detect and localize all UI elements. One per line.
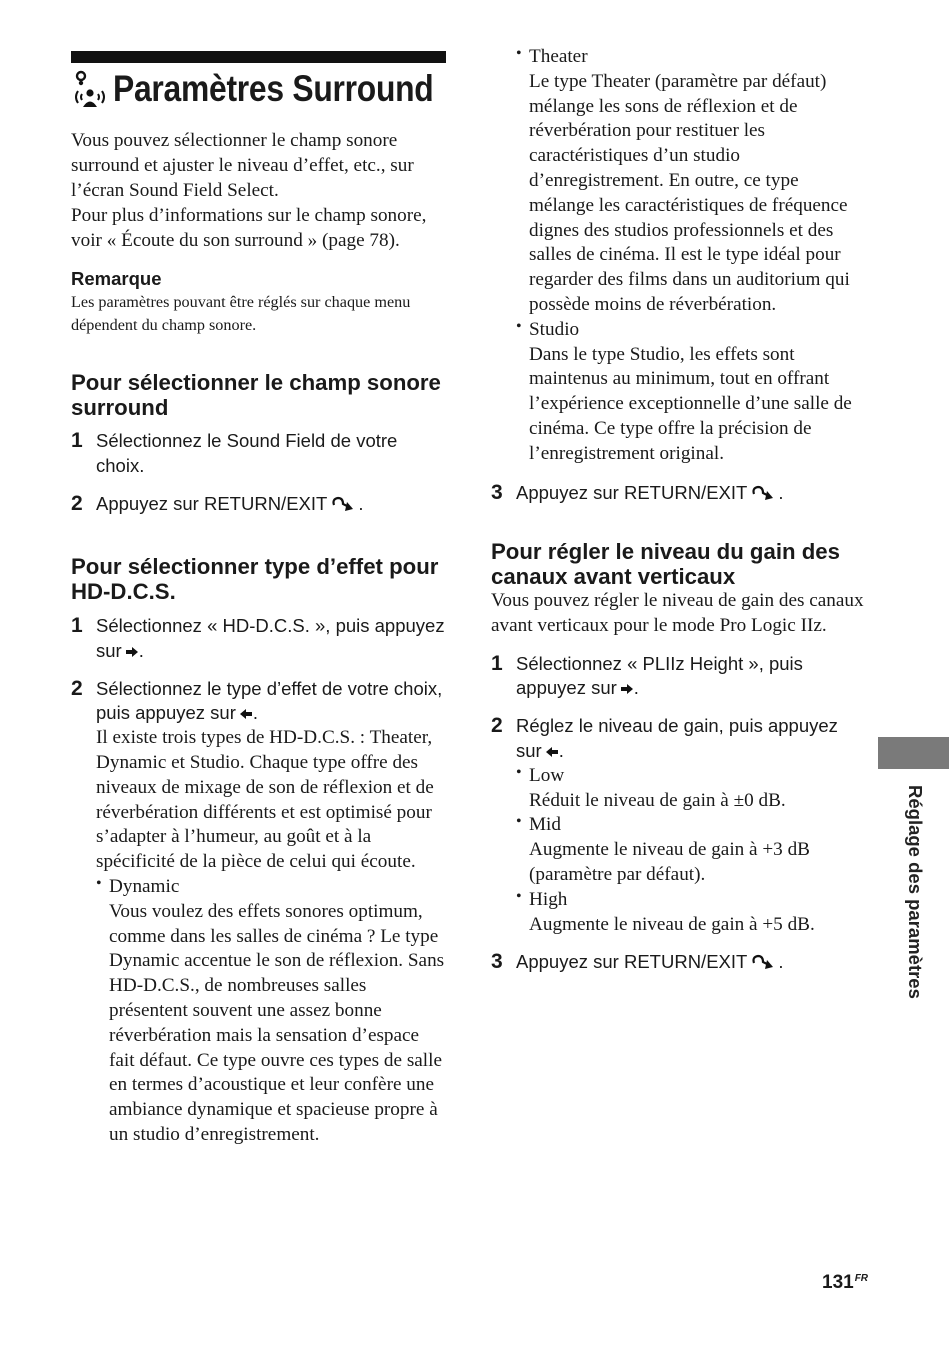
arrow-right-icon — [620, 683, 634, 695]
return-icon — [750, 953, 778, 971]
page-title-text: Paramètres Surround — [113, 68, 434, 109]
hd-dcs-step-3 — [491, 481, 867, 506]
arrow-left-icon — [545, 746, 559, 758]
step-number: 2 — [71, 491, 83, 515]
intro-paragraph-1: Vous pouvez sélectionner le champ sonore surround et ajuster le niveau d’effet, etc., sur l’écran Sound Field Select. — [71, 130, 414, 201]
bullet-name: Dynamic — [109, 875, 180, 897]
bullet-desc: Vous voulez des effets sonores optimum, comme dans les salles de cinéma ? Le type Dynamic accentue le son de réflexion. Sans HD-D.C.S., de nombreuses salles présentent souvent une assez bonne réverbération mais la sensation d’espace fait défaut. Ce type ouvre ces types de salle en termes d’acoustique et leur confère une ambiance dynamique et spacieuse propre à un studio d’enregistrement. — [109, 900, 445, 1145]
bullet-name: Theater — [529, 46, 588, 67]
step-text — [96, 614, 447, 664]
period: . — [252, 702, 259, 724]
bullet-desc: Augmente le niveau de gain à +3 dB (paramètre par défaut). — [529, 839, 810, 885]
bullet-dot: • — [96, 874, 102, 892]
arrow-left-icon — [239, 708, 253, 720]
step-text-label: Sélectionnez « HD-D.C.S. », puis appuyez sur — [96, 615, 445, 661]
page-title — [71, 66, 486, 112]
bullet-dot: • — [516, 317, 522, 335]
section-heading: Pour sélectionner le champ sonore surround — [71, 370, 441, 420]
remark-block — [71, 267, 447, 336]
bullet-dot: • — [516, 45, 522, 62]
section-intro: Vous pouvez régler le niveau de gain des canaux avant verticaux pour le mode Pro Logic IIz. — [491, 590, 864, 636]
section-hd-dcs — [71, 554, 447, 1148]
step-number: 2 — [71, 676, 83, 700]
bullet-dynamic — [96, 875, 447, 1148]
bullet-theater — [516, 45, 866, 318]
bullet-dot: • — [516, 887, 522, 905]
remark-heading: Remarque — [71, 268, 162, 289]
bullet-desc: Réduit le niveau de gain à ±0 dB. — [529, 789, 786, 811]
step-text — [516, 950, 867, 975]
chapter-label — [903, 785, 927, 1025]
step-text-label: Sélectionnez « PLIIz Height », puis appuyez sur — [516, 652, 803, 699]
title-rule — [71, 51, 446, 63]
step-text: Sélectionnez le Sound Field de votre choix. — [96, 430, 398, 476]
period: . — [358, 492, 364, 514]
bullet-mid — [516, 813, 867, 887]
period: . — [778, 482, 784, 503]
step-number: 1 — [71, 429, 83, 452]
bullet-desc: Dans le type Studio, les effets sont maintenus au minimum, tout en offrant l’expérience exceptionnelle d’une salle de cinéma. Ce type offre la précision de l’enregistrement original. — [529, 343, 852, 464]
period: . — [633, 677, 639, 699]
step-2 — [491, 714, 867, 937]
step-text — [516, 481, 867, 506]
section-heading: Pour sélectionner type d’effet pour HD-D.C.S. — [71, 554, 439, 604]
page-number-value: 131 — [822, 1272, 854, 1293]
bullet-dot: • — [516, 813, 522, 831]
hd-dcs-bullets-continued — [516, 45, 866, 467]
step-2 — [71, 492, 447, 517]
page-number — [822, 1272, 868, 1294]
intro-paragraph-2: Pour plus d’informations sur le champ sonore, voir « Écoute du son surround » (page 78). — [71, 205, 427, 251]
step-number: 3 — [491, 950, 503, 974]
step-text-label: Appuyez sur RETURN/EXIT — [96, 492, 328, 514]
step-2 — [71, 677, 447, 1148]
step-number: 1 — [491, 651, 503, 675]
step-text-label: Réglez le niveau de gain, puis appuyez sur — [516, 715, 838, 761]
step-text-label: Sélectionnez le type d’effet de votre choix, puis appuyez sur — [96, 677, 443, 724]
section-select-sound-field — [71, 370, 447, 516]
step-number: 3 — [491, 481, 503, 504]
bullet-name: High — [529, 888, 568, 910]
period: . — [558, 739, 564, 761]
step-text-label: Appuyez sur RETURN/EXIT — [516, 951, 748, 973]
section-front-height-gain — [491, 539, 867, 975]
return-icon — [330, 495, 358, 513]
section-heading: Pour régler le niveau du gain des canaux avant verticaux — [491, 539, 840, 589]
step-number: 1 — [71, 614, 83, 637]
bullet-name: Studio — [529, 318, 580, 340]
chapter-tab — [878, 737, 949, 769]
period: . — [138, 639, 144, 661]
step-text — [96, 677, 447, 727]
bullet-name: Low — [529, 764, 565, 786]
step-1 — [71, 614, 447, 664]
bullet-desc: Le type Theater (paramètre par défaut) mélange les sons de réflexion et de réverbération pour restituer les caractéristiques d’un studio d’enregistrement. En outre, ce type mélange les caractéristiques de fréquence dignes des studios professionnels et des salles de cinéma. Il est le type idéal pour regarder des films dans un auditorium qui possède moins de réverbération. — [529, 70, 850, 315]
step-text — [516, 652, 867, 702]
step-text — [96, 492, 447, 517]
surround-sound-icon — [71, 69, 109, 109]
arrow-right-icon — [125, 646, 139, 658]
step-body: Il existe trois types de HD-D.C.S. : Theater, Dynamic et Studio. Chaque type offre des niveaux de mixage de son de réflexion et de réverbération différents et est optimisé pour s’adapter à l’humeur, au goût et à la spécificité de la pièce de celui qui écoute. — [96, 727, 434, 873]
step-text-label: Appuyez sur RETURN/EXIT — [516, 482, 748, 503]
step-1 — [71, 429, 447, 479]
remark-text: Les paramètres pouvant être réglés sur chaque menu dépendent du champ sonore. — [71, 293, 411, 334]
step-1 — [491, 652, 867, 702]
bullet-low — [516, 764, 867, 814]
page-number-suffix: FR — [854, 1273, 869, 1284]
chapter-label-text: Réglage des paramètres — [905, 785, 926, 999]
period: . — [778, 951, 784, 973]
bullet-high — [516, 888, 867, 938]
step-text — [516, 714, 867, 764]
bullet-name: Mid — [529, 814, 561, 836]
step-3 — [491, 950, 867, 975]
bullet-studio — [516, 318, 866, 467]
return-icon — [750, 484, 778, 502]
bullet-dot: • — [516, 763, 522, 781]
step-number: 2 — [491, 714, 503, 738]
bullet-desc: Augmente le niveau de gain à +5 dB. — [529, 913, 815, 935]
